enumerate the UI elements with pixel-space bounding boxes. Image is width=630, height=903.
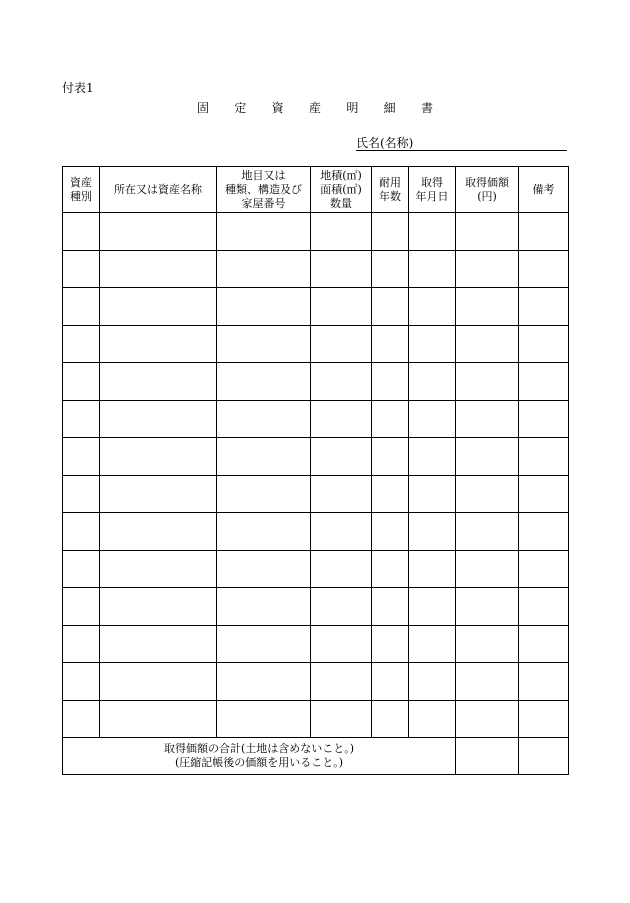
cell-category[interactable] [217, 363, 311, 401]
cell-area-quantity[interactable] [311, 363, 372, 401]
cell-location-name[interactable] [100, 213, 217, 251]
cell-location-name[interactable] [100, 513, 217, 551]
cell-category[interactable] [217, 250, 311, 288]
cell-remarks[interactable] [519, 325, 569, 363]
cell-location-name[interactable] [100, 325, 217, 363]
table-row [63, 663, 569, 701]
cell-remarks[interactable] [519, 400, 569, 438]
cell-category[interactable] [217, 550, 311, 588]
cell-remarks[interactable] [519, 588, 569, 626]
table-row [63, 363, 569, 401]
cell-category[interactable] [217, 325, 311, 363]
cell-category[interactable] [217, 663, 311, 701]
cell-category[interactable] [217, 475, 311, 513]
cell-acquisition-date[interactable] [409, 363, 456, 401]
cell-acquisition-cost[interactable] [456, 400, 519, 438]
cell-acquisition-cost[interactable] [456, 513, 519, 551]
cell-location-name[interactable] [100, 363, 217, 401]
cell-remarks[interactable] [519, 288, 569, 326]
cell-category[interactable] [217, 700, 311, 738]
cell-asset-type[interactable] [63, 325, 100, 363]
total-label-line: 取得価額の合計(土地は含めないこと。) [163, 742, 355, 755]
header-line: 数量 [330, 196, 352, 210]
cell-area-quantity[interactable] [311, 213, 372, 251]
header-line: 地積(㎡) [320, 168, 362, 182]
cell-asset-type[interactable] [63, 213, 100, 251]
cell-asset-type[interactable] [63, 288, 100, 326]
table-row [63, 400, 569, 438]
header-line: 種類、構造及び [225, 182, 302, 196]
cell-acquisition-cost[interactable] [456, 250, 519, 288]
header-line: 備考 [532, 182, 555, 196]
cell-category[interactable] [217, 625, 311, 663]
cell-asset-type[interactable] [63, 513, 100, 551]
cell-location-name[interactable] [100, 663, 217, 701]
cell-area-quantity[interactable] [311, 250, 372, 288]
cell-remarks[interactable] [519, 363, 569, 401]
table-row [63, 588, 569, 626]
cell-useful-life[interactable] [372, 475, 409, 513]
title-char: 細 [383, 101, 396, 115]
document-title [197, 100, 433, 116]
header-remarks [519, 167, 569, 213]
total-label-line: (圧縮記帳後の価額を用いること。) [174, 756, 344, 769]
table-row [63, 513, 569, 551]
header-useful-life [372, 167, 409, 213]
cell-useful-life[interactable] [372, 625, 409, 663]
cell-remarks[interactable] [519, 550, 569, 588]
cell-acquisition-date[interactable] [409, 288, 456, 326]
cell-acquisition-date[interactable] [409, 438, 456, 476]
cell-acquisition-date[interactable] [409, 400, 456, 438]
cell-acquisition-date[interactable] [409, 250, 456, 288]
table-row [63, 325, 569, 363]
name-label: 氏名(名称) [356, 136, 414, 150]
cell-acquisition-cost[interactable] [456, 475, 519, 513]
appendix-label: 付表1 [62, 81, 94, 95]
header-line: 面積(㎡) [320, 182, 362, 196]
table-row [63, 250, 569, 288]
table-row [63, 288, 569, 326]
cell-remarks[interactable] [519, 475, 569, 513]
cell-acquisition-date[interactable] [409, 513, 456, 551]
cell-area-quantity[interactable] [311, 400, 372, 438]
cell-asset-type[interactable] [63, 663, 100, 701]
table-row [63, 475, 569, 513]
cell-acquisition-cost[interactable] [456, 213, 519, 251]
cell-useful-life[interactable] [372, 363, 409, 401]
header-line: (円) [477, 189, 497, 203]
cell-area-quantity[interactable] [311, 438, 372, 476]
table-row [63, 700, 569, 738]
cell-location-name[interactable] [100, 700, 217, 738]
total-row [63, 738, 569, 775]
cell-acquisition-date[interactable] [409, 325, 456, 363]
cell-acquisition-date[interactable] [409, 663, 456, 701]
total-label-cell [63, 738, 456, 775]
cell-category[interactable] [217, 213, 311, 251]
cell-useful-life[interactable] [372, 588, 409, 626]
cell-location-name[interactable] [100, 288, 217, 326]
cell-remarks[interactable] [519, 250, 569, 288]
header-line: 家屋番号 [241, 196, 286, 210]
cell-category[interactable] [217, 513, 311, 551]
total-remarks-cell[interactable] [519, 738, 569, 775]
cell-acquisition-cost[interactable] [456, 325, 519, 363]
cell-asset-type[interactable] [63, 400, 100, 438]
cell-useful-life[interactable] [372, 325, 409, 363]
cell-useful-life[interactable] [372, 438, 409, 476]
cell-asset-type[interactable] [63, 363, 100, 401]
cell-acquisition-date[interactable] [409, 550, 456, 588]
table-row [63, 550, 569, 588]
table-body [63, 213, 569, 738]
header-line: 耐用 [379, 175, 401, 189]
table-row [63, 438, 569, 476]
title-char: 資 [271, 101, 284, 115]
header-line: 所在又は資産名称 [114, 182, 202, 196]
cell-category[interactable] [217, 438, 311, 476]
cell-category[interactable] [217, 288, 311, 326]
cell-category[interactable] [217, 588, 311, 626]
name-field[interactable] [356, 136, 567, 151]
cell-asset-type[interactable] [63, 588, 100, 626]
header-line: 種別 [70, 189, 92, 203]
header-area-quantity [311, 167, 372, 213]
title-char: 明 [346, 101, 359, 115]
cell-acquisition-cost[interactable] [456, 288, 519, 326]
cell-location-name[interactable] [100, 588, 217, 626]
cell-useful-life[interactable] [372, 550, 409, 588]
cell-remarks[interactable] [519, 625, 569, 663]
header-category [217, 167, 311, 213]
cell-acquisition-cost[interactable] [456, 550, 519, 588]
cell-remarks[interactable] [519, 438, 569, 476]
cell-acquisition-date[interactable] [409, 475, 456, 513]
cell-useful-life[interactable] [372, 400, 409, 438]
cell-remarks[interactable] [519, 513, 569, 551]
cell-acquisition-cost[interactable] [456, 588, 519, 626]
header-acquisition-cost [456, 167, 519, 213]
fixed-asset-table [62, 166, 569, 775]
cell-acquisition-date[interactable] [409, 588, 456, 626]
cell-asset-type[interactable] [63, 625, 100, 663]
cell-area-quantity[interactable] [311, 700, 372, 738]
cell-area-quantity[interactable] [311, 325, 372, 363]
header-line: 取得 [421, 175, 443, 189]
cell-area-quantity[interactable] [311, 288, 372, 326]
header-line: 地目又は [241, 168, 286, 182]
cell-location-name[interactable] [100, 550, 217, 588]
cell-useful-life[interactable] [372, 213, 409, 251]
cell-location-name[interactable] [100, 475, 217, 513]
cell-acquisition-date[interactable] [409, 625, 456, 663]
header-row [63, 167, 569, 213]
cell-useful-life[interactable] [372, 700, 409, 738]
header-location-name [100, 167, 217, 213]
cell-acquisition-date[interactable] [409, 700, 456, 738]
cell-acquisition-cost[interactable] [456, 700, 519, 738]
cell-useful-life[interactable] [372, 288, 409, 326]
table-row [63, 213, 569, 251]
cell-asset-type[interactable] [63, 438, 100, 476]
header-asset-type [63, 167, 100, 213]
cell-acquisition-cost[interactable] [456, 663, 519, 701]
header-line: 年数 [379, 189, 401, 203]
cell-useful-life[interactable] [372, 250, 409, 288]
cell-useful-life[interactable] [372, 663, 409, 701]
cell-asset-type[interactable] [63, 250, 100, 288]
cell-area-quantity[interactable] [311, 588, 372, 626]
cell-area-quantity[interactable] [311, 663, 372, 701]
title-char: 産 [308, 101, 321, 115]
cell-remarks[interactable] [519, 213, 569, 251]
cell-acquisition-cost[interactable] [456, 438, 519, 476]
cell-location-name[interactable] [100, 400, 217, 438]
cell-remarks[interactable] [519, 700, 569, 738]
cell-location-name[interactable] [100, 438, 217, 476]
cell-location-name[interactable] [100, 250, 217, 288]
cell-acquisition-date[interactable] [409, 213, 456, 251]
cell-area-quantity[interactable] [311, 550, 372, 588]
cell-area-quantity[interactable] [311, 513, 372, 551]
header-acquisition-date [409, 167, 456, 213]
cell-acquisition-cost[interactable] [456, 363, 519, 401]
title-char: 固 [197, 101, 210, 115]
cell-asset-type[interactable] [63, 475, 100, 513]
cell-area-quantity[interactable] [311, 625, 372, 663]
total-cost-cell[interactable] [456, 738, 519, 775]
cell-useful-life[interactable] [372, 513, 409, 551]
cell-area-quantity[interactable] [311, 475, 372, 513]
title-char: 書 [420, 101, 433, 115]
header-line: 取得価額 [465, 175, 509, 189]
cell-acquisition-cost[interactable] [456, 625, 519, 663]
table-row [63, 625, 569, 663]
cell-category[interactable] [217, 400, 311, 438]
cell-asset-type[interactable] [63, 700, 100, 738]
cell-location-name[interactable] [100, 625, 217, 663]
cell-asset-type[interactable] [63, 550, 100, 588]
cell-remarks[interactable] [519, 663, 569, 701]
header-line: 資産 [70, 175, 92, 189]
header-line: 年月日 [415, 189, 449, 203]
title-char: 定 [234, 101, 247, 115]
